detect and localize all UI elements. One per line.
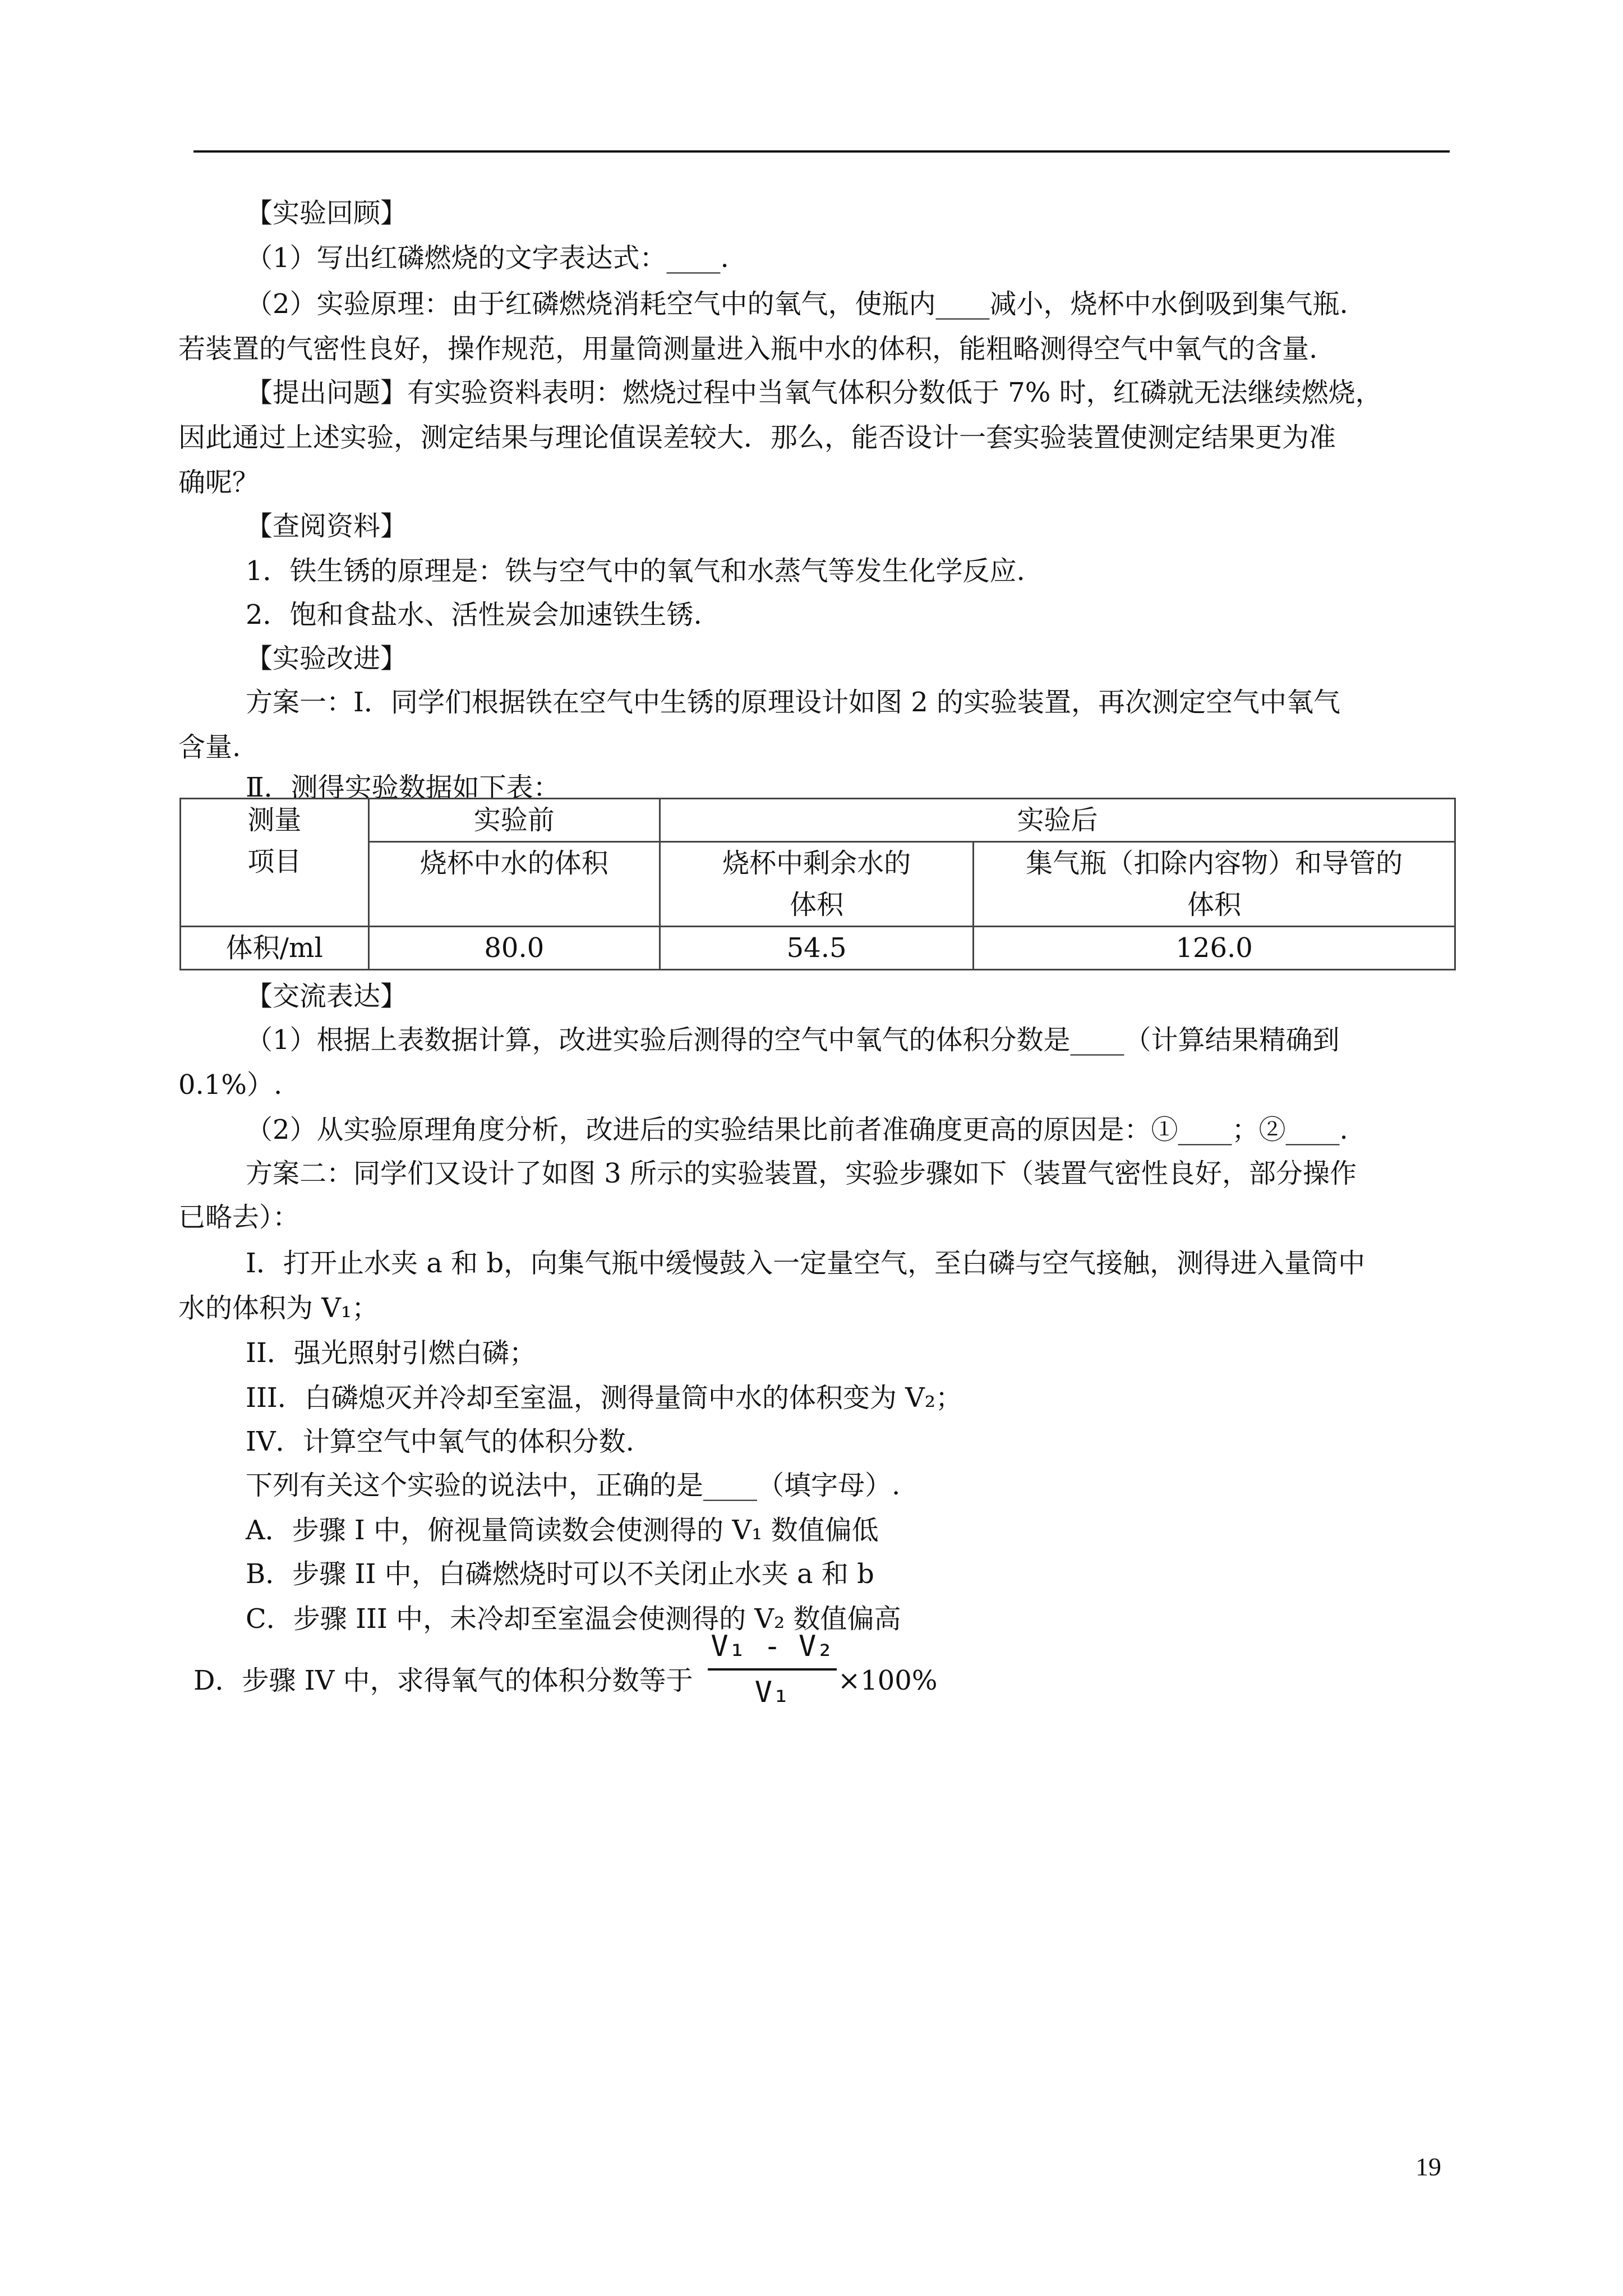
table-cell-value: 126.0 <box>974 927 1455 970</box>
section-heading-improvement: 【实验改进】 <box>246 643 408 674</box>
section-heading-reference: 【查阅资料】 <box>246 510 408 542</box>
option-d-prefix: D．步骤 IV 中，求得氧气的体积分数等于 <box>193 1665 693 1696</box>
table-col-water-before: 烧杯中水的体积 <box>368 842 660 927</box>
question-prompt: 下列有关这个实验的说法中，正确的是____（填字母）. <box>246 1470 901 1501</box>
plan-two-text-cont: 已略去）： <box>178 1202 300 1233</box>
step-2: II．强光照射引燃白磷； <box>246 1337 536 1369</box>
plan-one-text-cont: 含量. <box>178 731 241 763</box>
question-2-cont: 若装置的气密性良好，操作规范，用量筒测量进入瓶中水的体积，能粗略测得空气中氧气的含量. <box>178 333 1318 365</box>
discussion-question-1-cont: 0.1%）. <box>178 1069 283 1101</box>
page-number: 19 <box>1415 2152 1441 2181</box>
table-cell-value: 54.5 <box>660 927 973 970</box>
table-header-after: 实验后 <box>660 799 1455 842</box>
section-heading-review: 【实验回顾】 <box>246 197 408 229</box>
discussion-question-2: （2）从实验原理角度分析，改进后的实验结果比前者准确度更高的原因是：①____；②____. <box>246 1114 1348 1145</box>
question-text-cont-2: 确呢？ <box>178 467 260 498</box>
step-4: IV．计算空气中氧气的体积分数. <box>246 1426 634 1457</box>
table-header-before: 实验前 <box>368 799 660 842</box>
table-col-bottle-volume: 集气瓶（扣除内容物）和导管的 体积 <box>974 842 1455 927</box>
option-d-fraction <box>708 1627 837 1712</box>
step-3: III．白磷熄灭并冷却至室温，测得量筒中水的体积变为 V₂； <box>246 1382 963 1414</box>
fraction-numerator: V₁ - V₂ <box>711 1630 834 1663</box>
plan-one-table-intro: Ⅱ．测得实验数据如下表： <box>246 772 560 803</box>
question-1: （1）写出红磷燃烧的文字表达式：____. <box>246 242 729 274</box>
discussion-question-1: （1）根据上表数据计算，改进实验后测得的空气中氧气的体积分数是____（计算结果精确到 <box>246 1024 1340 1056</box>
data-table <box>179 798 1456 970</box>
plan-one-text: 方案一：Ⅰ．同学们根据铁在空气中生锈的原理设计如图 2 的实验装置，再次测定空气中氧气 <box>246 687 1341 718</box>
section-heading-discussion: 【交流表达】 <box>246 981 408 1012</box>
step-1-cont: 水的体积为 V₁； <box>178 1292 379 1324</box>
table-cell-value: 80.0 <box>368 927 660 970</box>
reference-item-2: 2．饱和食盐水、活性炭会加速铁生锈. <box>246 599 702 631</box>
option-a: A．步骤 I 中，俯视量筒读数会使测得的 V₁ 数值偏低 <box>246 1515 879 1546</box>
step-1: I．打开止水夹 a 和 b，向集气瓶中缓慢鼓入一定量空气，至白磷与空气接触，测得进入量筒中 <box>246 1248 1366 1279</box>
plan-two-text: 方案二：同学们又设计了如图 3 所示的实验装置，实验步骤如下（装置气密性良好，部分操作 <box>246 1158 1357 1189</box>
reference-item-1: 1．铁生锈的原理是：铁与空气中的氧气和水蒸气等发生化学反应. <box>246 555 1025 587</box>
table-row-label: 体积/ml <box>181 927 369 970</box>
option-d-suffix: ×100% <box>838 1665 938 1696</box>
fraction-denominator: V₁ <box>754 1676 790 1709</box>
option-c: C．步骤 III 中，未冷却至室温会使测得的 V₂ 数值偏高 <box>246 1603 901 1635</box>
header-rule <box>193 150 1450 153</box>
table-col-water-left: 烧杯中剩余水的 体积 <box>660 842 973 927</box>
question-2: （2）实验原理：由于红磷燃烧消耗空气中的氧气，使瓶内____减小，烧杯中水倒吸到集气瓶. <box>246 288 1348 320</box>
section-heading-question: 【提出问题】有实验资料表明：燃烧过程中当氧气体积分数低于 7% 时，红磷就无法继续燃烧， <box>246 377 1382 408</box>
table-header-item: 测量 项目 <box>181 799 369 927</box>
question-text-cont-1: 因此通过上述实验，测定结果与理论值误差较大．那么，能否设计一套实验装置使测定结果更为准 <box>178 422 1336 453</box>
fraction-bar <box>708 1668 837 1671</box>
option-b: B．步骤 II 中，白磷燃烧时可以不关闭止水夹 a 和 b <box>246 1558 874 1590</box>
